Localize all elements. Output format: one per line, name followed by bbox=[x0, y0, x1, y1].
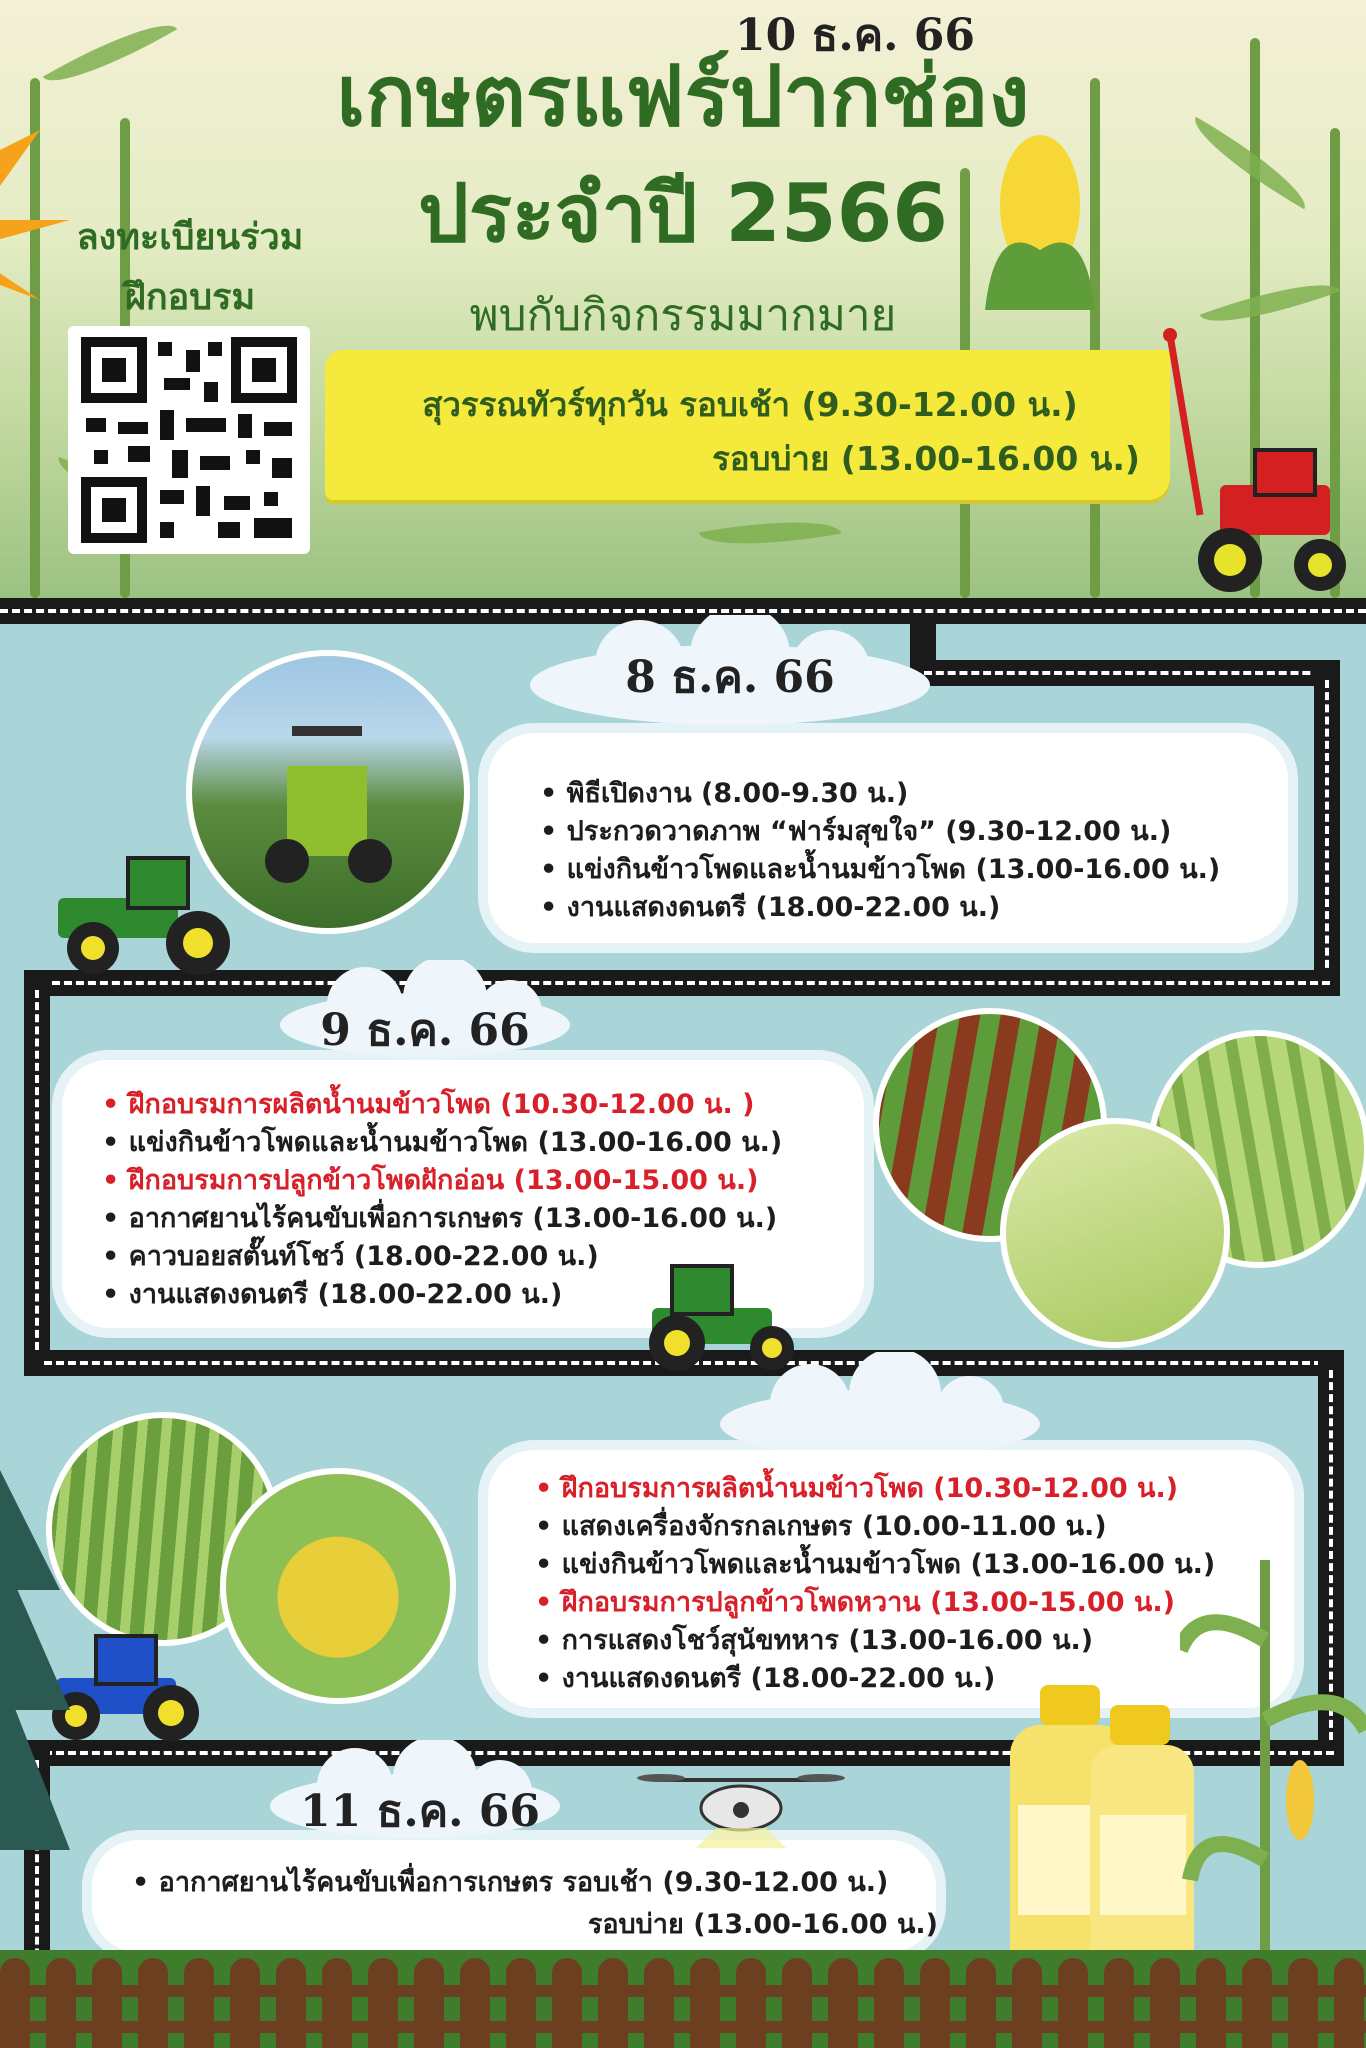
fence-picket bbox=[598, 1958, 628, 2048]
fence-picket bbox=[874, 1958, 904, 2048]
fence-picket bbox=[1334, 1958, 1364, 2048]
fence-picket bbox=[1104, 1958, 1134, 2048]
fence-picket bbox=[230, 1958, 260, 2048]
fence-picket bbox=[1242, 1958, 1272, 2048]
corn-cob-photo bbox=[220, 1468, 456, 1704]
activity-item: • งานแสดงดนตรี (18.00-22.00 น.) bbox=[535, 1660, 1215, 1698]
corn-icon bbox=[1180, 1560, 1366, 1960]
fence-picket bbox=[138, 1958, 168, 2048]
fence-picket bbox=[966, 1958, 996, 2048]
register-label: ลงทะเบียนร่วม bbox=[76, 217, 304, 258]
date-label: 9 ธ.ค. 66 bbox=[320, 1005, 530, 1056]
fence-picket bbox=[322, 1958, 352, 2048]
corn-leaf bbox=[699, 508, 841, 558]
fence-picket bbox=[920, 1958, 950, 2048]
drone-icon bbox=[636, 1768, 846, 1848]
fence-picket bbox=[736, 1958, 766, 2048]
activity-item: • การแสดงโชว์สุนัขทหาร (13.00-16.00 น.) bbox=[535, 1622, 1215, 1660]
activity-list bbox=[535, 1470, 1215, 1698]
qr-code-icon[interactable] bbox=[68, 326, 310, 554]
activity-list bbox=[540, 775, 1220, 927]
activity-item: • ฝึกอบรมการปลูกข้าวโพดฝักอ่อน (13.00-15.00 น.) bbox=[102, 1162, 782, 1200]
fence-picket bbox=[92, 1958, 122, 2048]
cloud-shape bbox=[715, 1352, 1045, 1462]
fence-picket bbox=[690, 1958, 720, 2048]
road-marking bbox=[1325, 680, 1329, 980]
date-label: 10 ธ.ค. 66 bbox=[735, 10, 976, 61]
activity-item: • คาวบอยสตั๊นท์โชว์ (18.00-22.00 น.) bbox=[102, 1238, 782, 1276]
road-marking bbox=[924, 671, 1334, 675]
tree-icon bbox=[0, 1470, 70, 1890]
activity-item: • อากาศยานไร้คนขับเพื่อการเกษตร (13.00-16.00 น.) bbox=[102, 1200, 782, 1238]
activity-item: • แสดงเครื่องจักรกลเกษตร (10.00-11.00 น.) bbox=[535, 1508, 1215, 1546]
activity-item: • งานแสดงดนตรี (18.00-22.00 น.) bbox=[102, 1276, 782, 1314]
fence-picket bbox=[1150, 1958, 1180, 2048]
tour-schedule-afternoon: รอบบ่าย (13.00-16.00 น.) bbox=[711, 439, 1140, 478]
road-marking bbox=[0, 609, 1366, 613]
activity-item: • แข่งกินข้าวโพดและน้ำนมข้าวโพด (13.00-16.00 น.) bbox=[540, 851, 1220, 889]
fence-picket bbox=[552, 1958, 582, 2048]
activity-item: • ฝึกอบรมการผลิตน้ำนมข้าวโพด (10.30-12.00 น. ) bbox=[102, 1086, 782, 1124]
fence-picket bbox=[0, 1958, 30, 2048]
activity-item: • ฝึกอบรมการผลิตน้ำนมข้าวโพด (10.30-12.00 น.) bbox=[535, 1470, 1215, 1508]
date-label: 11 ธ.ค. 66 bbox=[299, 1786, 541, 1837]
activity-item: • งานแสดงดนตรี (18.00-22.00 น.) bbox=[540, 889, 1220, 927]
fence-picket bbox=[46, 1958, 76, 2048]
subtitle: พบกับกิจกรรมมากมาย bbox=[469, 290, 897, 341]
activity-item: • ประกวดวาดภาพ “ฟาร์มสุขใจ” (9.30-12.00 น.) bbox=[540, 813, 1220, 851]
fence-picket bbox=[1058, 1958, 1088, 2048]
fence-picket bbox=[644, 1958, 674, 2048]
tractor-icon bbox=[38, 848, 238, 978]
tractor-icon bbox=[1160, 325, 1350, 595]
page-title-year: ประจำปี 2566 bbox=[418, 167, 948, 260]
fence-picket bbox=[782, 1958, 812, 2048]
activity-item: • ฝึกอบรมการปลูกข้าวโพดหวาน (13.00-15.00 น.) bbox=[535, 1584, 1215, 1622]
fence-picket bbox=[1288, 1958, 1318, 2048]
activity-item: • แข่งกินข้าวโพดและน้ำนมข้าวโพด (13.00-16.00 น.) bbox=[535, 1546, 1215, 1584]
baby-corn-pack-photo bbox=[1000, 1118, 1230, 1348]
road-marking bbox=[40, 981, 1330, 985]
fence-picket bbox=[828, 1958, 858, 2048]
activity-tail-line: รอบบ่าย (13.00-16.00 น.) bbox=[587, 1909, 938, 1940]
page-title: เกษตรแฟร์ปากช่อง bbox=[336, 47, 1030, 145]
fence-picket bbox=[414, 1958, 444, 2048]
activity-item: • อากาศยานไร้คนขับเพื่อการเกษตร รอบเช้า (9.30-12.00 น.) bbox=[132, 1864, 888, 1902]
header-banner bbox=[0, 0, 1366, 598]
fence-picket bbox=[276, 1958, 306, 2048]
road-marking bbox=[35, 990, 39, 1350]
tour-schedule-morning: สุวรรณทัวร์ทุกวัน รอบเช้า (9.30-12.00 น.) bbox=[422, 385, 1078, 424]
fence-picket bbox=[1196, 1958, 1226, 2048]
fence-picket bbox=[460, 1958, 490, 2048]
activity-list bbox=[132, 1864, 888, 1902]
fence-picket bbox=[1012, 1958, 1042, 2048]
activity-item: • แข่งกินข้าวโพดและน้ำนมข้าวโพด (13.00-16.00 น.) bbox=[102, 1124, 782, 1162]
register-label-training: ฝึกอบรม bbox=[124, 277, 256, 318]
fence-picket bbox=[506, 1958, 536, 2048]
date-label: 8 ธ.ค. 66 bbox=[625, 652, 835, 703]
fence-picket bbox=[184, 1958, 214, 2048]
activity-item: • พิธีเปิดงาน (8.00-9.30 น.) bbox=[540, 775, 1220, 813]
fence-picket bbox=[368, 1958, 398, 2048]
wooden-fence bbox=[0, 1955, 1366, 2048]
